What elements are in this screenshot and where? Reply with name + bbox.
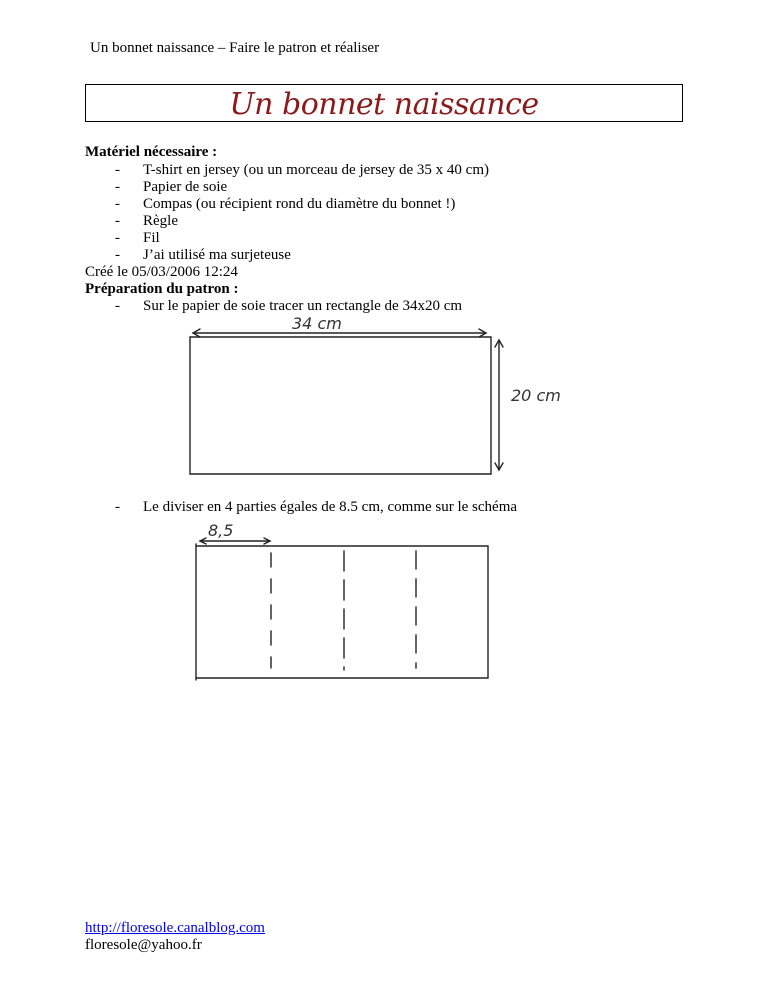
materials-heading: Matériel nécessaire :: [85, 144, 218, 160]
list-item: T-shirt en jersey (ou un morceau de jersey de 35 x 40 cm): [143, 162, 490, 178]
list-item: Règle: [143, 213, 178, 229]
list-bullet: -: [115, 230, 120, 246]
footer-link[interactable]: http://floresole.canalblog.com: [85, 920, 265, 936]
list-bullet: -: [115, 247, 120, 263]
list-bullet: -: [115, 499, 120, 515]
section-label: 8,5: [208, 521, 234, 540]
created-date: Créé le 05/03/2006 12:24: [85, 264, 238, 280]
list-bullet: -: [115, 162, 120, 178]
divided-rectangle: [196, 546, 488, 678]
list-bullet: -: [115, 196, 120, 212]
pattern-heading: Préparation du patron :: [85, 281, 239, 297]
list-bullet: -: [115, 213, 120, 229]
list-item: J’ai utilisé ma surjeteuse: [143, 247, 291, 263]
width-label: 34 cm: [292, 314, 342, 333]
page-title: Un bonnet naissance: [229, 87, 539, 122]
list-bullet: -: [115, 179, 120, 195]
list-bullet: -: [115, 298, 120, 314]
step1-text: Sur le papier de soie tracer un rectangle de 34x20 cm: [143, 298, 463, 314]
step2-text: Le diviser en 4 parties égales de 8.5 cm, comme sur le schéma: [143, 499, 518, 515]
list-item: Papier de soie: [143, 179, 228, 195]
list-item: Fil: [143, 230, 160, 246]
pattern-rectangle: [190, 337, 491, 474]
list-item: Compas (ou récipient rond du diamètre du bonnet !): [143, 196, 456, 212]
page-header: Un bonnet naissance – Faire le patron et réaliser: [90, 40, 380, 56]
footer-email: floresole@yahoo.fr: [85, 937, 202, 953]
height-label: 20 cm: [511, 386, 561, 405]
